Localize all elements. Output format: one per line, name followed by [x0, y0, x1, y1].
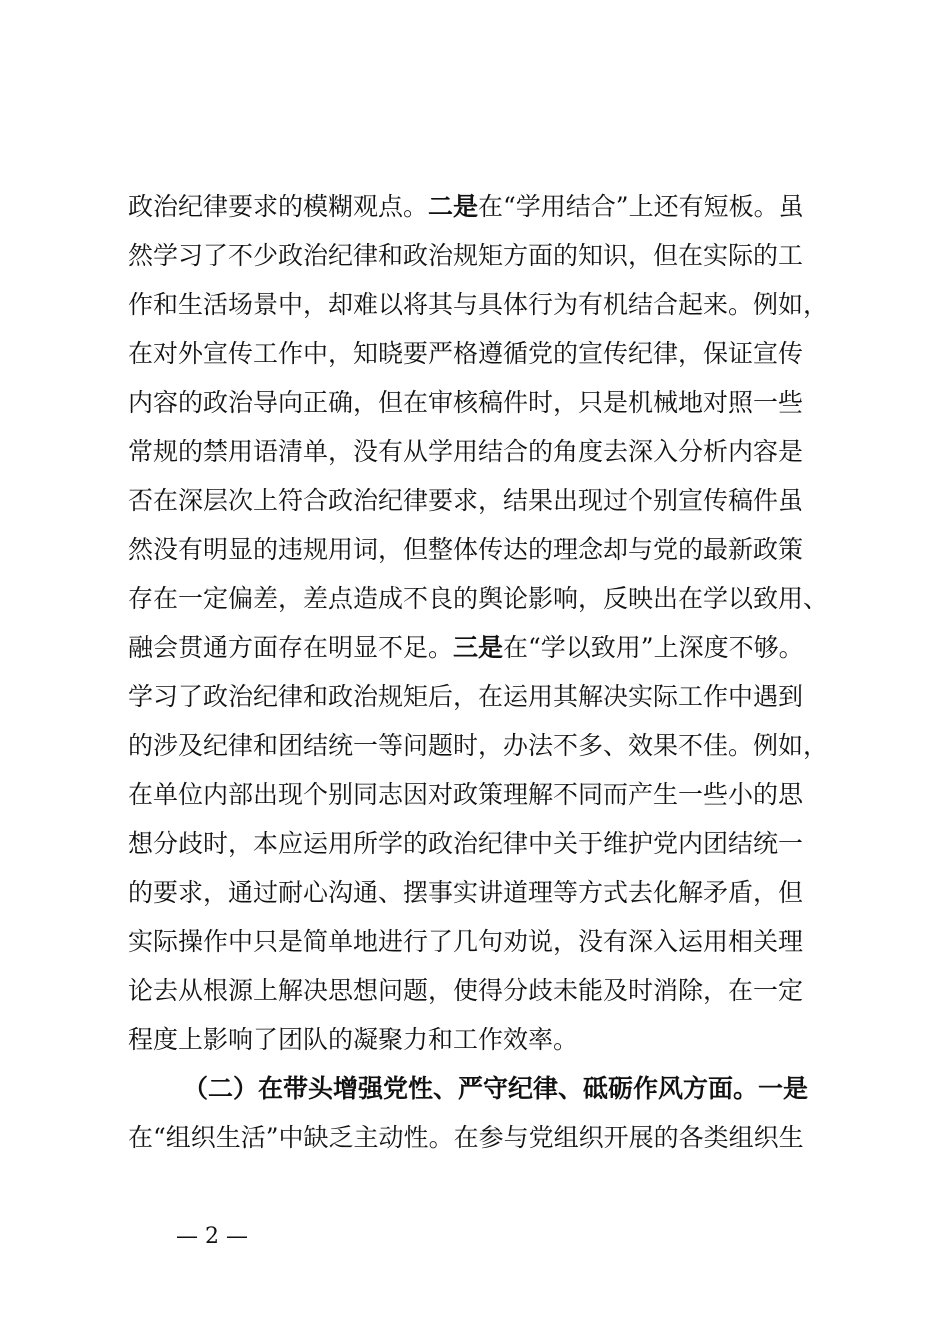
text-line [128, 574, 848, 623]
text-line [128, 378, 848, 427]
text-segment: 常规的禁用语清单，没有从学用结合的角度去深入分析内容是 [128, 437, 804, 466]
text-line [128, 476, 848, 525]
text-line [128, 329, 848, 378]
text-line [128, 623, 848, 672]
text-line [128, 672, 848, 721]
text-line [128, 182, 848, 231]
text-segment: 政治纪律要求的模糊观点。 [128, 192, 429, 221]
text-segment: 作和生活场景中，却难以将其与具体行为有机结合起来。例如， [128, 290, 829, 319]
text-segment: 内容的政治导向正确，但在审核稿件时，只是机械地对照一些 [128, 388, 804, 417]
text-line [128, 868, 848, 917]
text-segment: 然学习了不少政治纪律和政治规矩方面的知识，但在实际的工 [128, 241, 804, 270]
bold-keyword: 二是 [428, 192, 479, 221]
page-number: — 2 — [176, 1224, 248, 1249]
text-line [128, 966, 848, 1015]
text-segment: 在“学以致用”上深度不够。 [503, 633, 804, 662]
text-segment: 想分歧时，本应运用所学的政治纪律中关于维护党内团结统一 [128, 829, 804, 858]
text-segment: 在对外宣传工作中，知晓要严格遵循党的宣传纪律，保证宣传 [128, 339, 804, 368]
text-segment: 然没有明显的违规用词，但整体传达的理念却与党的最新政策 [128, 535, 804, 564]
text-segment: 否在深层次上符合政治纪律要求，结果出现过个别宣传稿件虽 [128, 486, 804, 515]
text-line [128, 1015, 848, 1064]
text-segment: 在“学用结合”上还有短板。虽 [478, 192, 804, 221]
text-segment: 融会贯通方面存在明显不足。 [128, 633, 454, 662]
text-segment: 论去从根源上解决思想问题，使得分歧未能及时消除，在一定 [128, 976, 804, 1005]
text-line [128, 770, 848, 819]
text-segment: 存在一定偏差，差点造成不良的舆论影响，反映出在学以致用、 [128, 584, 829, 613]
text-line [128, 231, 848, 280]
text-line [128, 917, 848, 966]
text-segment: 的涉及纪律和团结统一等问题时，办法不多、效果不佳。例如， [128, 731, 829, 760]
text-segment: 程度上影响了团队的凝聚力和工作效率。 [128, 1025, 579, 1054]
section-heading: （二）在带头增强党性、严守纪律、砥砺作风方面。一是 [183, 1074, 809, 1103]
text-segment: 在单位内部出现个别同志因对政策理解不同而产生一些小的思 [128, 780, 804, 809]
text-segment: 的要求，通过耐心沟通、摆事实讲道理等方式去化解矛盾，但 [128, 878, 804, 907]
text-line [128, 1113, 848, 1162]
body-text [128, 182, 848, 1162]
text-line [128, 721, 848, 770]
section-heading-line [128, 1064, 848, 1113]
text-line [128, 427, 848, 476]
text-segment: 实际操作中只是简单地进行了几句劝说，没有深入运用相关理 [128, 927, 804, 956]
bold-keyword: 三是 [453, 633, 504, 662]
text-line [128, 280, 848, 329]
text-segment: 学习了政治纪律和政治规矩后，在运用其解决实际工作中遇到 [128, 682, 804, 711]
text-line [128, 525, 848, 574]
text-line [128, 819, 848, 868]
text-segment: 在“组织生活”中缺乏主动性。在参与党组织开展的各类组织生 [128, 1123, 804, 1152]
